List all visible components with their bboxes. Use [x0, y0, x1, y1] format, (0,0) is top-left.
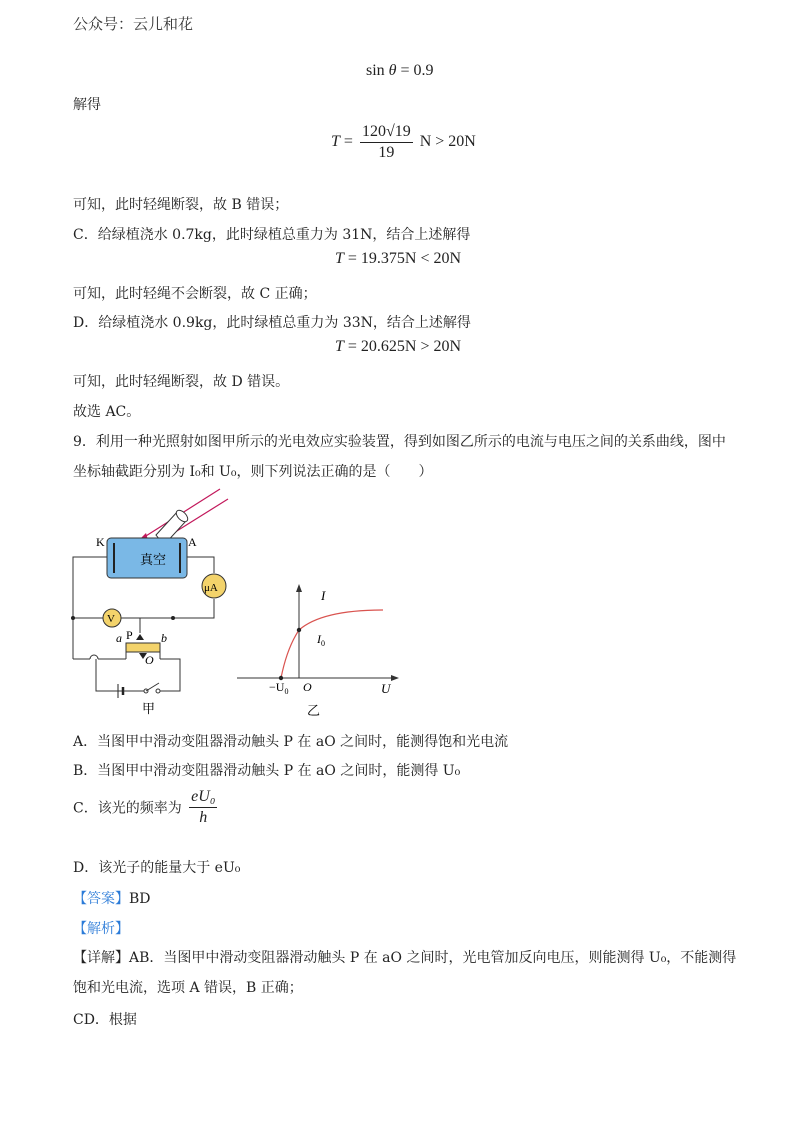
line-AC: 故选 AC。 — [73, 404, 141, 420]
detail-text-1: AB．当图甲中滑动变阻器滑动触头 P 在 aO 之间时，光电管加反向电压，则能测得 U₀，不能测得 — [129, 950, 737, 966]
detail-line1 — [73, 947, 736, 967]
label-b: b — [161, 631, 167, 645]
line-C: C．给绿植浇水 0.7kg，此时绿植总重力为 31N，结合上述解得 — [73, 227, 471, 243]
axis-label-U: U — [381, 681, 391, 696]
option-C — [73, 787, 220, 828]
equation-T2 — [335, 250, 461, 268]
line-D: D．给绿植浇水 0.9kg，此时绿植总重力为 33N，结合上述解得 — [73, 315, 471, 331]
figure-yi — [233, 580, 403, 730]
T-symbol: T — [335, 338, 344, 355]
line-D2: 可知，此时轻绳断裂，故 D 错误。 — [73, 374, 290, 390]
analysis-tag: 【解析】 — [73, 921, 129, 937]
T2-rhs: = 19.375N < 20N — [347, 250, 462, 267]
label-jiede: 解得 — [73, 97, 101, 113]
detail-line2: 饱和光电流，选项 A 错误，B 正确； — [73, 980, 303, 996]
answer-tag: 【答案】 — [73, 891, 129, 907]
voltmeter-label: V — [107, 613, 115, 625]
option-B: B．当图甲中滑动变阻器滑动触头 P 在 aO 之间时，能测得 U₀ — [73, 763, 461, 779]
option-C-prefix: C．该光的频率为 — [73, 800, 182, 817]
junction-dot — [71, 616, 75, 620]
line-CD: CD．根据 — [73, 1012, 137, 1028]
label-O: O — [145, 653, 154, 667]
vacuum-label: 真空 — [140, 552, 167, 567]
option-A: A．当图甲中滑动变阻器滑动触头 P 在 aO 之间时，能测得饱和光电流 — [73, 734, 509, 750]
axis-label-I: I — [321, 588, 326, 603]
T1-rhs: N > 20N — [419, 133, 476, 151]
theta-symbol: θ — [388, 62, 397, 79]
sin-value: = 0.9 — [400, 62, 434, 79]
microammeter-label: μA — [204, 582, 218, 594]
label-a: a — [116, 631, 122, 645]
switch — [144, 683, 160, 693]
label-K: K — [96, 535, 105, 549]
equation-T1 — [331, 122, 476, 163]
T-symbol: T — [331, 133, 340, 151]
equation-sin — [366, 62, 434, 80]
answer-value: BD — [129, 891, 151, 907]
fraction-numerator: eU₀ — [189, 787, 217, 808]
equation-T3 — [335, 338, 461, 356]
T3-rhs: = 20.625N > 20N — [347, 338, 462, 355]
line-C2: 可知，此时轻绳不会断裂，故 C 正确； — [73, 286, 317, 302]
caption-jia: 甲 — [142, 701, 156, 716]
iv-curve — [281, 610, 383, 678]
caption-yi: 乙 — [307, 703, 321, 718]
question-9-line1: 9．利用一种光照射如图甲所示的光电效应实验装置，得到如图乙所示的电流与电压之间的关系曲线，图中 — [73, 434, 726, 450]
fraction-denominator: 19 — [378, 144, 395, 161]
rheostat — [126, 643, 160, 652]
fraction-120root19 — [360, 122, 413, 163]
equals-sign: = — [343, 133, 353, 151]
sin-text: sin — [366, 62, 385, 79]
option-D: D．该光子的能量大于 eU₀ — [73, 860, 241, 876]
fraction-denominator: h — [199, 809, 208, 826]
origin-label-O: O — [303, 680, 312, 694]
figure-jia — [60, 485, 240, 725]
question-9-line2: 坐标轴截距分别为 I₀和 U₀，则下列说法正确的是（ ） — [73, 464, 433, 480]
line-B: 可知，此时轻绳断裂，故 B 错误； — [73, 197, 289, 213]
answer-line — [73, 888, 151, 908]
fraction-numerator: 120√19 — [360, 122, 413, 143]
label-A: A — [188, 535, 197, 549]
T-symbol: T — [335, 250, 344, 267]
label-negU0: $-U_0$ — [269, 680, 289, 696]
label-I0: $I_0$ — [317, 632, 325, 648]
intercept-I0-dot — [297, 628, 301, 632]
slider-arrow — [136, 634, 144, 640]
label-P: P — [126, 628, 133, 642]
header-watermark: 公众号：云儿和花 — [73, 15, 194, 33]
detail-tag: 【详解】 — [73, 950, 129, 966]
junction-dot — [171, 616, 175, 620]
fraction-eU0-over-h — [189, 787, 217, 828]
